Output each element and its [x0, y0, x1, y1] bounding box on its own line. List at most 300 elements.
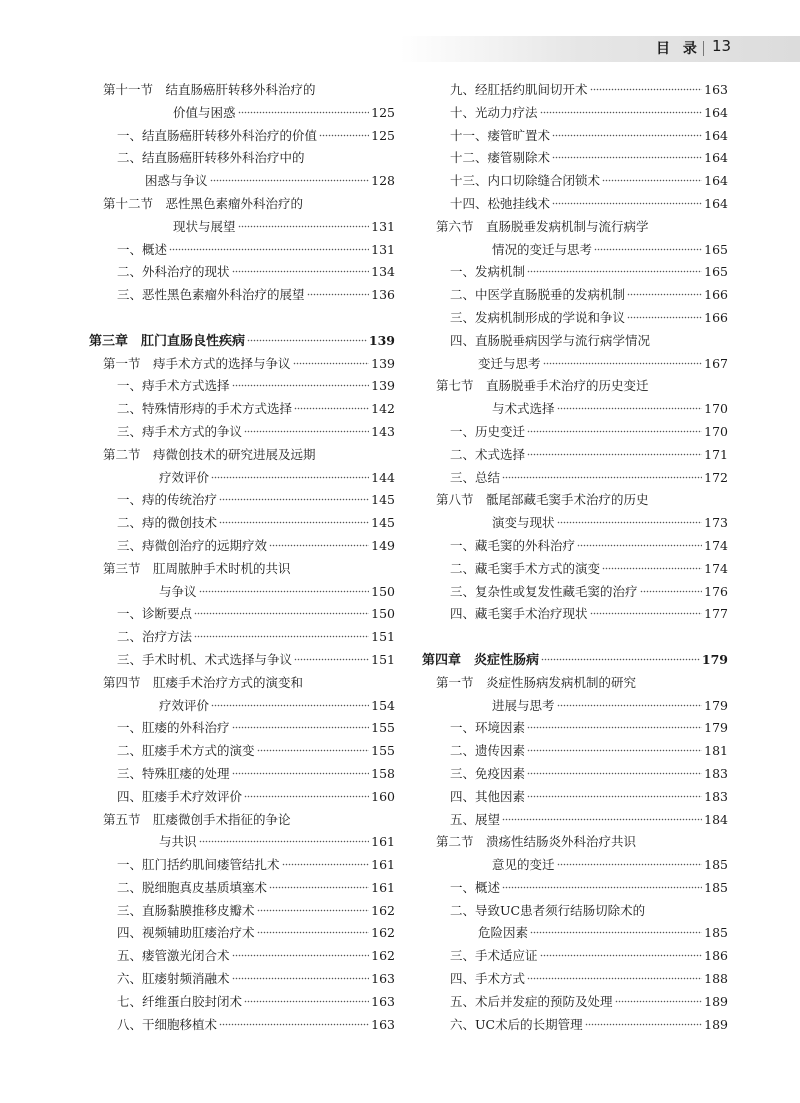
toc-page-number: 161	[371, 834, 395, 850]
toc-page-number: 131	[371, 241, 395, 257]
toc-page-number: 173	[704, 515, 728, 531]
toc-page-number: 179	[704, 720, 728, 736]
dot-leader	[294, 402, 369, 410]
toc-page-number: 166	[704, 287, 728, 303]
toc-entry-title: 第十一节 结直肠癌肝转移外科治疗的	[103, 82, 316, 97]
dot-leader	[199, 585, 370, 593]
toc-entry-title: 二、外科治疗的现状	[117, 264, 230, 280]
toc-chapter[interactable]	[422, 649, 728, 672]
toc-entry-title: 进展与思考	[492, 697, 555, 713]
toc-entry-title: 四、直肠脱垂病因学与流行病学情况	[450, 332, 651, 348]
toc-item[interactable]	[422, 786, 728, 809]
toc-item[interactable]	[422, 307, 728, 330]
dot-leader	[269, 539, 369, 547]
dot-leader	[627, 288, 702, 296]
toc-item[interactable]	[422, 330, 728, 353]
toc-item[interactable]	[422, 79, 728, 102]
toc-right-column	[422, 79, 728, 1036]
toc-item[interactable]	[422, 125, 728, 148]
toc-entry-title: 二、术式选择	[450, 446, 526, 462]
toc-entry-title: 十一、瘘管旷置术	[450, 127, 551, 143]
toc-entry-title: 二、痔的微创技术	[117, 515, 218, 531]
toc-page-number: 164	[704, 104, 728, 120]
toc-entry-title: 四、肛瘘手术疗效评价	[117, 788, 243, 804]
toc-page-number: 145	[371, 515, 395, 531]
toc-page-number: 174	[704, 537, 728, 553]
toc-page-number: 134	[371, 264, 395, 280]
dot-leader	[293, 357, 370, 365]
section-gap	[89, 307, 395, 330]
toc-item[interactable]	[422, 558, 728, 581]
toc-item[interactable]	[422, 991, 728, 1014]
toc-entry-title: 困惑与争议	[145, 173, 208, 189]
toc-entry-title: 第一节 炎症性肠病发病机制的研究	[436, 674, 637, 690]
toc-page-number: 150	[371, 583, 395, 599]
toc-page-number: 174	[704, 560, 728, 576]
toc-entry-title: 一、藏毛窦的外科治疗	[450, 537, 576, 553]
toc-page-number: 164	[704, 173, 728, 189]
dot-leader	[502, 471, 702, 479]
toc-entry-title: 三、复杂性或复发性藏毛窦的治疗	[450, 583, 638, 599]
toc-page-number: 177	[704, 606, 728, 622]
toc-entry-title: 第四章 炎症性肠病	[422, 652, 540, 668]
toc-item[interactable]	[89, 603, 395, 626]
toc-entry-title: 二、治疗方法	[117, 629, 193, 645]
toc-page-number: 164	[704, 150, 728, 166]
dot-leader	[527, 721, 702, 729]
dot-leader	[585, 1018, 703, 1026]
toc-entry-title: 一、概述	[117, 241, 168, 257]
page-number: 13	[712, 37, 732, 55]
toc-item[interactable]	[422, 945, 728, 968]
dot-leader	[232, 767, 370, 775]
toc-item[interactable]	[422, 147, 728, 170]
toc-entry-title: 五、术后并发症的预防及处理	[450, 993, 613, 1009]
header-label: 目 录	[656, 41, 701, 57]
toc-item[interactable]	[422, 421, 728, 444]
dot-leader	[557, 858, 703, 866]
toc-page-number: 189	[704, 993, 728, 1009]
toc-entry-title: 变迁与思考	[478, 355, 541, 371]
toc-item[interactable]	[89, 922, 395, 945]
dot-leader	[257, 926, 370, 934]
toc-item[interactable]	[422, 1014, 728, 1037]
toc-section[interactable]	[422, 216, 728, 239]
toc-entry-title: 十二、瘘管剔除术	[450, 150, 551, 166]
toc-page-number: 163	[704, 82, 728, 97]
toc-item[interactable]	[422, 170, 728, 193]
toc-page-number: 188	[704, 971, 728, 987]
toc-entry-title: 四、藏毛窦手术治疗现状	[450, 606, 588, 622]
toc-entry-title: 十、光动力疗法	[450, 104, 538, 120]
toc-entry-title: 六、肛瘘射频消融术	[117, 971, 230, 987]
toc-section[interactable]	[89, 581, 395, 604]
toc-entry-title: 二、脱细胞真皮基质填塞术	[117, 879, 268, 895]
toc-item[interactable]	[89, 649, 395, 672]
toc-item[interactable]	[89, 398, 395, 421]
toc-page-number: 166	[704, 309, 728, 325]
toc-entry-title: 演变与现状	[492, 515, 555, 531]
toc-page-number: 185	[704, 925, 728, 941]
toc-entry-title: 四、其他因素	[450, 788, 526, 804]
dot-leader	[282, 858, 370, 866]
toc-section[interactable]	[89, 216, 395, 239]
toc-page-number: 128	[371, 173, 395, 189]
toc-entry-title: 五、瘘管激光闭合术	[117, 948, 230, 964]
dot-leader	[238, 106, 370, 114]
dot-leader	[615, 995, 703, 1003]
dot-leader	[527, 767, 702, 775]
toc-page-number: 179	[701, 651, 728, 667]
toc-item[interactable]	[89, 991, 395, 1014]
toc-entry-title: 一、肛瘘的外科治疗	[117, 720, 230, 736]
toc-item[interactable]	[89, 626, 395, 649]
toc-page-number: 163	[371, 993, 395, 1009]
toc-chapter[interactable]	[89, 330, 395, 353]
toc-item[interactable]	[89, 535, 395, 558]
dot-leader	[219, 1018, 369, 1026]
toc-section[interactable]	[89, 444, 395, 467]
toc-item[interactable]	[89, 284, 395, 307]
toc-section[interactable]	[422, 512, 728, 535]
toc-item[interactable]	[89, 421, 395, 444]
toc-section[interactable]	[89, 193, 395, 216]
toc-entry-title: 二、中医学直肠脱垂的发病机制	[450, 287, 626, 303]
toc-item[interactable]	[422, 809, 728, 832]
toc-page-number: 139	[371, 355, 395, 371]
dot-leader	[552, 151, 702, 159]
toc-entry-title: 三、恶性黑色素瘤外科治疗的展望	[117, 287, 305, 303]
toc-item[interactable]	[89, 763, 395, 786]
toc-section[interactable]	[422, 375, 728, 398]
toc-section[interactable]	[422, 831, 728, 854]
toc-item[interactable]	[89, 375, 395, 398]
dot-leader	[590, 607, 703, 615]
toc-section[interactable]	[422, 489, 728, 512]
dot-leader	[211, 699, 369, 707]
toc-page-number: 164	[704, 127, 728, 143]
toc-item[interactable]	[422, 603, 728, 626]
toc-entry-title: 一、发病机制	[450, 264, 526, 280]
toc-entry-title: 十四、松弛挂线术	[450, 195, 551, 211]
toc-item[interactable]	[89, 170, 395, 193]
toc-page-number: 131	[371, 218, 395, 234]
toc-item[interactable]	[89, 854, 395, 877]
toc-entry-title: 与争议	[159, 583, 197, 599]
toc-item[interactable]	[89, 239, 395, 262]
section-gap	[422, 626, 728, 649]
dot-leader	[232, 721, 370, 729]
dot-leader	[244, 425, 369, 433]
toc-page-number: 143	[371, 423, 395, 439]
toc-item[interactable]	[89, 1014, 395, 1037]
dot-leader	[238, 220, 370, 228]
toc-page-number: 176	[704, 583, 728, 599]
dot-leader	[602, 562, 702, 570]
toc-page-number: 185	[704, 879, 728, 895]
toc-page-number: 144	[371, 469, 395, 485]
toc-page-number: 162	[371, 902, 395, 918]
toc-entry-title: 与共识	[159, 834, 197, 850]
toc-item[interactable]	[89, 877, 395, 900]
dot-leader	[194, 630, 369, 638]
toc-entry-title: 一、痔手术方式选择	[117, 378, 230, 394]
toc-entry-title: 危险因素	[478, 925, 529, 941]
toc-page-number: 186	[704, 948, 728, 964]
toc-section[interactable]	[422, 398, 728, 421]
toc-entry-title: 五、展望	[450, 811, 501, 827]
toc-entry-title: 情况的变迁与思考	[492, 241, 593, 257]
toc-entry-title: 第二节 溃疡性结肠炎外科治疗共识	[436, 834, 637, 850]
dot-leader	[527, 972, 702, 980]
toc-item[interactable]	[422, 877, 728, 900]
toc-section[interactable]	[89, 353, 395, 376]
toc-page-number: 155	[371, 720, 395, 736]
toc-entry-title: 第五节 肛瘘微创手术指征的争论	[103, 811, 291, 827]
toc-section[interactable]	[89, 672, 395, 695]
toc-section[interactable]	[422, 672, 728, 695]
header-divider	[703, 41, 704, 56]
toc-entry-title: 八、干细胞移植术	[117, 1016, 218, 1032]
toc-entry-title: 一、概述	[450, 879, 501, 895]
dot-leader	[319, 129, 369, 137]
toc-page-number: 165	[704, 264, 728, 280]
toc-page-number: 167	[704, 355, 728, 371]
toc-page-number: 149	[371, 537, 395, 553]
toc-left-column	[89, 79, 395, 1036]
toc-entry-title: 三、手术适应证	[450, 948, 538, 964]
toc-entry-title: 一、环境因素	[450, 720, 526, 736]
toc-item[interactable]	[89, 261, 395, 284]
toc-page-number: 161	[371, 857, 395, 873]
dot-leader	[627, 311, 702, 319]
toc-item[interactable]	[422, 581, 728, 604]
toc-item[interactable]	[89, 786, 395, 809]
dot-leader	[543, 357, 703, 365]
dot-leader	[294, 653, 369, 661]
dot-leader	[244, 790, 369, 798]
toc-entry-title: 二、导致UC患者须行结肠切除术的	[450, 902, 646, 918]
toc-page-number: 158	[371, 765, 395, 781]
dot-leader	[199, 835, 370, 843]
toc-entry-title: 二、结直肠癌肝转移外科治疗中的	[117, 150, 305, 166]
toc-item[interactable]	[422, 261, 728, 284]
dot-leader	[502, 813, 702, 821]
dot-leader	[232, 972, 370, 980]
dot-leader	[527, 790, 702, 798]
toc-item[interactable]	[89, 489, 395, 512]
dot-leader	[232, 265, 370, 273]
toc-entry-title: 一、诊断要点	[117, 606, 193, 622]
dot-leader	[219, 493, 369, 501]
dot-leader	[540, 949, 703, 957]
toc-page-number: 145	[371, 492, 395, 508]
toc-entry-title: 七、纤维蛋白胶封闭术	[117, 993, 243, 1009]
toc-item[interactable]	[422, 193, 728, 216]
toc-section[interactable]	[422, 695, 728, 718]
toc-page-number: 163	[371, 1016, 395, 1032]
toc-entry-title: 现状与展望	[173, 218, 236, 234]
dot-leader	[247, 334, 367, 342]
toc-item[interactable]	[89, 512, 395, 535]
toc-page-number: 172	[704, 469, 728, 485]
toc-section[interactable]	[89, 831, 395, 854]
toc-page-number: 151	[371, 629, 395, 645]
toc-page-number: 183	[704, 765, 728, 781]
toc-section[interactable]	[89, 695, 395, 718]
toc-page-number: 170	[704, 401, 728, 417]
dot-leader	[211, 471, 369, 479]
toc-section[interactable]	[89, 102, 395, 125]
toc-page-number: 162	[371, 925, 395, 941]
dot-leader	[577, 539, 702, 547]
toc-entry-title: 第三章 肛门直肠良性疾病	[89, 333, 246, 349]
toc-item[interactable]	[89, 900, 395, 923]
toc-entry-title: 一、结直肠癌肝转移外科治疗的价值	[117, 127, 318, 143]
toc-page-number: 164	[704, 195, 728, 211]
toc-page-number: 160	[371, 788, 395, 804]
toc-entry-title: 第四节 肛瘘手术治疗方式的演变和	[103, 674, 304, 690]
dot-leader	[557, 699, 703, 707]
toc-item[interactable]	[422, 900, 728, 923]
toc-item[interactable]	[422, 535, 728, 558]
toc-entry-title: 疗效评价	[159, 469, 210, 485]
toc-item[interactable]	[422, 922, 728, 945]
dot-leader	[540, 106, 703, 114]
dot-leader	[219, 516, 369, 524]
dot-leader	[527, 425, 702, 433]
toc-item[interactable]	[422, 467, 728, 490]
toc-entry-title: 意见的变迁	[492, 857, 555, 873]
toc-section[interactable]	[422, 239, 728, 262]
toc-entry-title: 四、视频辅助肛瘘治疗术	[117, 925, 255, 941]
toc-entry-title: 第一节 痔手术方式的选择与争议	[103, 355, 291, 371]
toc-section[interactable]	[89, 467, 395, 490]
toc-entry-title: 六、UC术后的长期管理	[450, 1016, 583, 1032]
dot-leader	[530, 926, 702, 934]
toc-entry-title: 四、手术方式	[450, 971, 526, 987]
toc-page-number: 139	[368, 332, 395, 348]
dot-leader	[552, 129, 702, 137]
page-header	[400, 36, 800, 62]
toc-page-number: 181	[704, 743, 728, 759]
dot-leader	[269, 881, 369, 889]
toc-entry-title: 第八节 骶尾部藏毛窦手术治疗的历史	[436, 492, 649, 508]
dot-leader	[232, 949, 370, 957]
toc-entry-title: 第六节 直肠脱垂发病机制与流行病学	[436, 218, 649, 234]
dot-leader	[552, 197, 702, 205]
toc-page-number: 184	[704, 811, 728, 827]
toc-item[interactable]	[422, 740, 728, 763]
dot-leader	[602, 174, 702, 182]
dot-leader	[527, 265, 702, 273]
toc-page-number: 171	[704, 446, 728, 462]
toc-entry-title: 二、特殊情形痔的手术方式选择	[117, 401, 293, 417]
toc-item[interactable]	[422, 102, 728, 125]
dot-leader	[244, 995, 369, 1003]
toc-item[interactable]	[422, 444, 728, 467]
dot-leader	[527, 448, 702, 456]
dot-leader	[307, 288, 370, 296]
toc-entry-title: 三、痔手术方式的争议	[117, 423, 243, 439]
dot-leader	[594, 243, 702, 251]
dot-leader	[640, 585, 703, 593]
toc-page-number: 155	[371, 743, 395, 759]
toc-section[interactable]	[89, 809, 395, 832]
dot-leader	[194, 607, 369, 615]
toc-item[interactable]	[422, 284, 728, 307]
toc-item[interactable]	[422, 763, 728, 786]
toc-page-number: 179	[704, 697, 728, 713]
toc-entry-title: 三、发病机制形成的学说和争议	[450, 309, 626, 325]
toc-item[interactable]	[89, 945, 395, 968]
toc-item[interactable]	[89, 125, 395, 148]
toc-item[interactable]	[422, 968, 728, 991]
toc-page-number: 162	[371, 948, 395, 964]
toc-page-number: 125	[371, 127, 395, 143]
toc-page-number: 139	[371, 378, 395, 394]
toc-entry-title: 一、痔的传统治疗	[117, 492, 218, 508]
toc-entry-title: 与术式选择	[492, 401, 555, 417]
toc-entry-title: 十三、内口切除缝合闭锁术	[450, 173, 601, 189]
toc-item[interactable]	[422, 353, 728, 376]
toc-item[interactable]	[89, 740, 395, 763]
toc-entry-title: 三、免疫因素	[450, 765, 526, 781]
toc-entry-title: 三、直肠黏膜推移皮瓣术	[117, 902, 255, 918]
toc-page-number: 136	[371, 287, 395, 303]
dot-leader	[257, 744, 370, 752]
toc-page-number: 163	[371, 971, 395, 987]
toc-entry-title: 第十二节 恶性黑色素瘤外科治疗的	[103, 195, 304, 211]
toc-page-number: 183	[704, 788, 728, 804]
dot-leader	[169, 243, 369, 251]
dot-leader	[232, 379, 370, 387]
toc-entry-title: 三、特殊肛瘘的处理	[117, 765, 230, 781]
toc-page-number: 165	[704, 241, 728, 257]
toc-page-number: 125	[371, 104, 395, 120]
dot-leader	[210, 174, 370, 182]
toc-entry-title: 九、经肛括约肌间切开术	[450, 82, 588, 97]
dot-leader	[557, 402, 703, 410]
toc-section[interactable]	[89, 558, 395, 581]
dot-leader	[557, 516, 703, 524]
toc-page-number: 151	[371, 651, 395, 667]
toc-page-number: 161	[371, 879, 395, 895]
toc-item[interactable]	[89, 147, 395, 170]
toc-page-number: 189	[704, 1016, 728, 1032]
dot-leader	[502, 881, 702, 889]
toc-page-number: 150	[371, 606, 395, 622]
toc-page-number: 185	[704, 857, 728, 873]
toc-entry-title: 三、手术时机、术式选择与争议	[117, 651, 293, 667]
toc-entry-title: 二、遗传因素	[450, 743, 526, 759]
toc-page-number: 170	[704, 423, 728, 439]
toc-entry-title: 第二节 痔微创技术的研究进展及远期	[103, 446, 316, 462]
toc-entry-title: 第三节 肛周脓肿手术时机的共识	[103, 560, 291, 576]
toc-page-number: 154	[371, 697, 395, 713]
toc-page-number: 142	[371, 401, 395, 417]
toc-entry-title: 二、肛瘘手术方式的演变	[117, 743, 255, 759]
toc-section[interactable]	[89, 79, 395, 102]
dot-leader	[590, 83, 703, 91]
toc-entry-title: 三、痔微创治疗的远期疗效	[117, 537, 268, 553]
toc-entry-title: 疗效评价	[159, 697, 210, 713]
toc-item[interactable]	[89, 968, 395, 991]
toc-section[interactable]	[422, 854, 728, 877]
toc-item[interactable]	[89, 717, 395, 740]
toc-entry-title: 一、肛门括约肌间瘘管结扎术	[117, 857, 280, 873]
toc-item[interactable]	[422, 717, 728, 740]
